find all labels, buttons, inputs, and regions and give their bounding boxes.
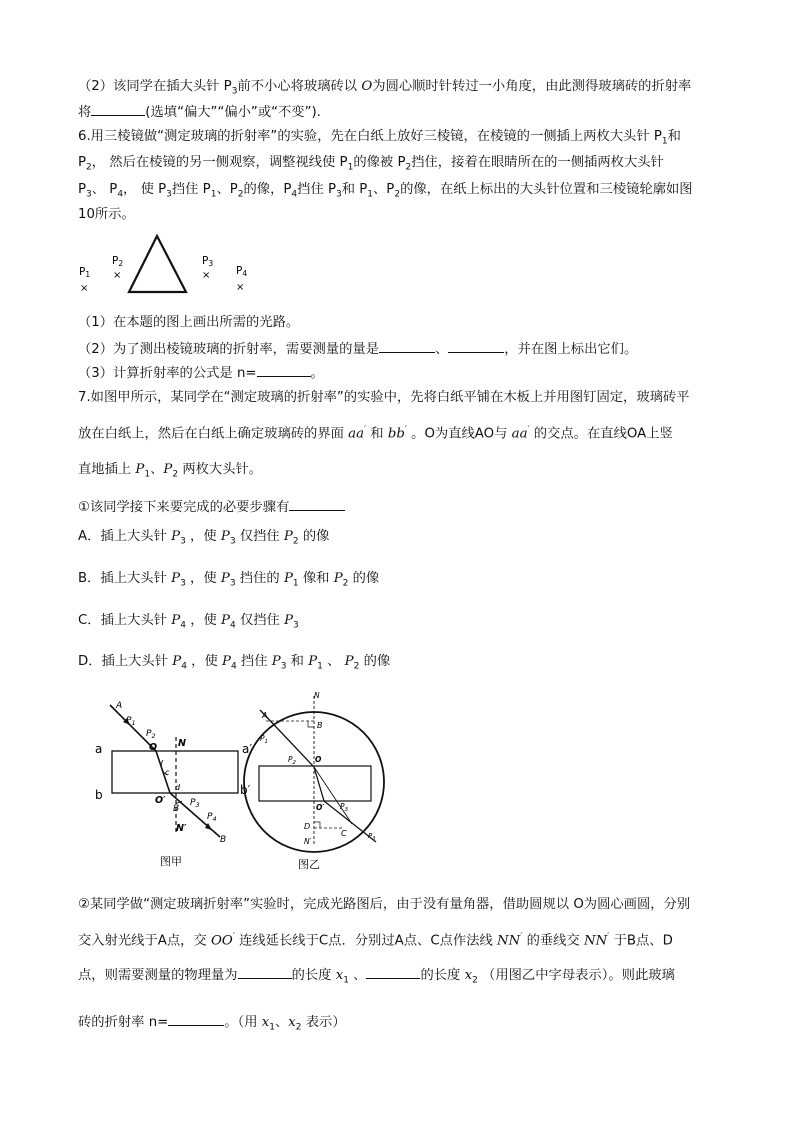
answer-blank[interactable] [257, 362, 311, 377]
q7-question1: ①该同学接下来要完成的必要步骤有 [78, 496, 345, 518]
answer-blank[interactable] [238, 964, 292, 979]
svg-text:图乙: 图乙 [298, 858, 320, 871]
svg-text:O: O [315, 755, 322, 764]
q6-sub3: （3）计算折射率的公式是 n= 。 [78, 362, 324, 384]
refracted-ray [314, 767, 324, 801]
prism-triangle [129, 236, 186, 292]
svg-text:A: A [116, 701, 123, 711]
incident-ray [260, 710, 314, 767]
q7-q2-line3: 点，则需要测量的物理量为 的长度 $x_1$ 、 的长度 $x_2$ （用图乙中字母表示）。则此玻璃 [78, 964, 675, 991]
pin-p1-mark: × [80, 283, 89, 294]
answer-blank[interactable] [448, 338, 504, 353]
q6-line2: $P_2$， 然后在棱镜的另一侧观察，调整视线使 $P_1$的像被 $P_2$挡住，接着在眼睛所在的一侧插两枚大头针 [78, 155, 664, 173]
option-a[interactable]: A．插上大头针 $P_3$ ，使 $P_3$ 仅挡住 $P_2$ 的像 [78, 529, 330, 547]
q6-line1: 6.用三棱镜做“测定玻璃的折射率”的实验，先在白纸上放好三棱镜，在棱镜的一侧插上两枚大头针 $P_1$和 [78, 129, 681, 147]
svg-text:P1: $P_1$ [126, 716, 136, 727]
figure-jia [90, 695, 253, 875]
svg-text:A: A [262, 711, 268, 720]
q5-part2-line2: 将 (选填“偏大”“偏小”或“不变”). [78, 101, 321, 123]
svg-text:a: a [95, 742, 103, 756]
pin-p3-mark: × [202, 270, 211, 281]
svg-text:d: d [175, 783, 181, 792]
svg-text:O′: O′ [155, 795, 166, 806]
pin-p2-label: P2 [112, 255, 124, 268]
q7-line1: 7.如图甲所示，某同学在“测定玻璃的折射率”的实验中，先将白纸平铺在木板上并用图钉固定，玻璃砖平 [78, 390, 690, 405]
q6-line3: $P_3$、 $P_4$， 使 $P_3$挡住 $P_1$、$P_2$的像，$P_4$挡住 $P_3$和 $P_1$、$P_2$的像，在纸上标出的大头针位置和三棱镜轮廓如图 [78, 182, 693, 200]
extension-line [314, 767, 352, 824]
answer-blank[interactable] [91, 101, 145, 116]
svg-text:C: C [341, 829, 347, 838]
option-b[interactable]: B．插上大头针 $P_3$ ，使 $P_3$ 挡住的 $P_1$ 像和 $P_2$ 的像 [78, 571, 380, 589]
right-angle-b [308, 721, 314, 727]
svg-text:B: B [317, 721, 323, 730]
q7-q2-line1: ②某同学做“测定玻璃折射率”实验时，完成光路图后，由于没有量角器，借助圆规以 O为圆心画圆，分别 [78, 897, 691, 912]
svg-text:P2: $P_2$ [146, 729, 156, 740]
svg-text:c: c [165, 768, 170, 777]
q6-sub2: （2）为了测出棱镜玻璃的折射率，需要测量的量是 、 ，并在图上标出它们。 [78, 338, 637, 360]
svg-text:O′: O′ [316, 803, 325, 812]
svg-text:a′: a′ [242, 742, 253, 756]
svg-text:P2: $P_2$ [288, 755, 297, 766]
figure-yi [242, 690, 392, 875]
svg-text:D: D [304, 822, 311, 831]
svg-text:N: N [178, 738, 186, 749]
pin-p4-label: P4 [236, 265, 248, 278]
svg-text:N′: N′ [304, 837, 312, 846]
pin-p2-mark: × [113, 270, 122, 281]
q7-line2: 放在白纸上，然后在白纸上确定玻璃砖的界面 aa′ 和 bb′ 。O为直线AO与 aa′ 的交点。在直线OA上竖 [78, 425, 673, 442]
answer-blank[interactable] [366, 964, 420, 979]
svg-text:P4: $P_4$ [207, 812, 217, 823]
right-angle-d [314, 822, 320, 828]
answer-blank[interactable] [379, 338, 435, 353]
q6-line4: 10所示。 [78, 207, 135, 222]
pin-p4-mark: × [236, 282, 245, 293]
svg-text:b: b [95, 788, 103, 802]
q7-q2-line2: 交入射光线于A点，交 OO′ 连线延长线于C点．分别过A点、C点作法线 NN′ 的垂线交 NN′ 于B点、D [78, 932, 673, 949]
q5-part2-line1: （2）该同学在插大头针 $P_3$前不小心将玻璃砖以 O为圆心顺时针转过一小角度，由此测得玻璃砖的折射率 [78, 79, 692, 97]
svg-text:P3: $P_3$ [190, 798, 200, 809]
svg-text:b′: b′ [240, 783, 251, 797]
answer-blank[interactable] [168, 1011, 224, 1026]
q7-q2-line4: 砖的折射率 n= 。（用 $x_1$、$x_2$ 表示） [78, 1011, 346, 1038]
q7-line3: 直地插上 $P_1$、$P_2$ 两枚大头针。 [78, 462, 263, 480]
q6-sub1: （1）在本题的图上画出所需的光路。 [78, 315, 300, 330]
svg-text:P1: $P_1$ [260, 734, 269, 745]
answer-blank[interactable] [289, 496, 345, 511]
prism-figure [74, 234, 274, 304]
svg-text:P3: $P_3$ [340, 802, 349, 813]
pin-p3-label: P3 [202, 255, 214, 268]
svg-text:P3: $P_3$ [368, 832, 376, 842]
svg-text:图甲: 图甲 [160, 855, 182, 868]
option-d[interactable]: D．插上大头针 $P_4$ ，使 $P_4$ 挡住 $P_3$ 和 $P_1$ 、 $P_2$ 的像 [78, 654, 391, 672]
svg-text:N: N [314, 691, 320, 700]
svg-text:N′: N′ [176, 823, 187, 834]
option-c[interactable]: C．插上大头针 $P_4$ ，使 $P_4$ 仅挡住 $P_3$ [78, 613, 299, 631]
pin-p1-label: P1 [79, 266, 91, 279]
svg-text:B: B [220, 835, 227, 845]
svg-text:B: B [173, 804, 180, 814]
svg-text:O: O [149, 742, 158, 753]
